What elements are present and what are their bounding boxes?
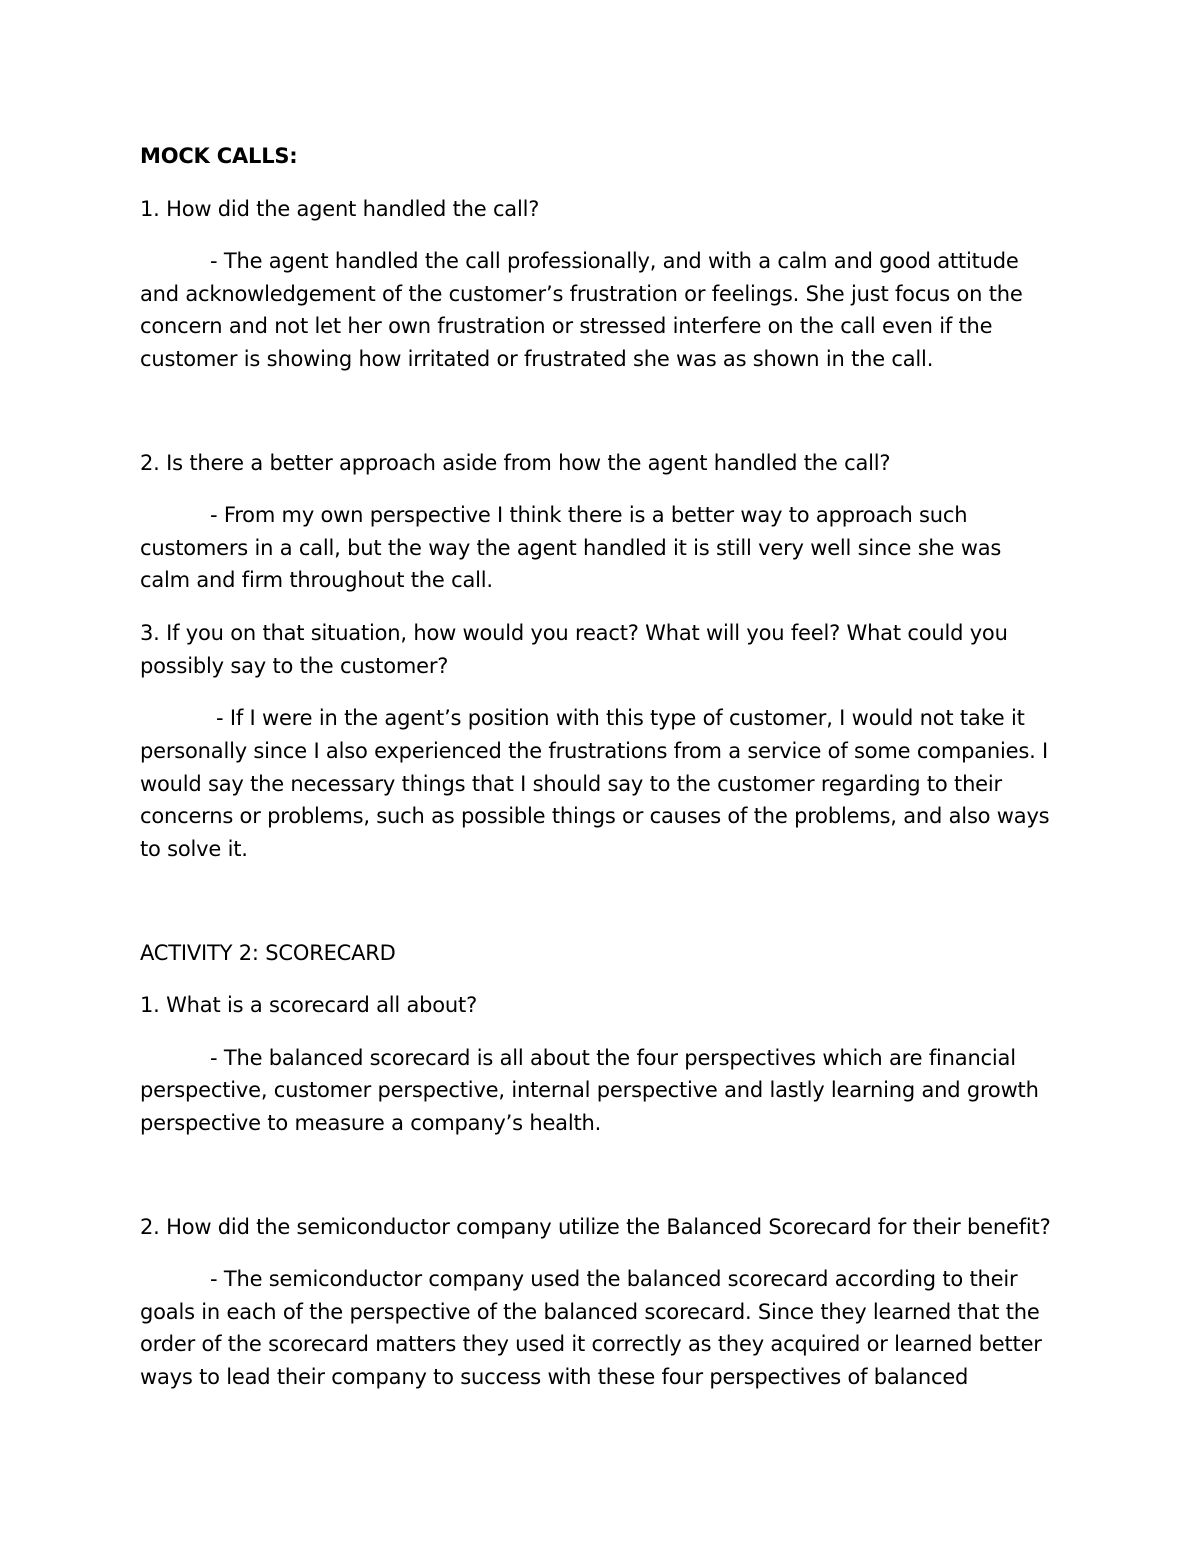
- answer-3-line-5: to solve it.: [140, 837, 248, 861]
- question-2: 2. Is there a better approach aside from how the agent handled the call?: [140, 451, 891, 475]
- activity-question-2: 2. How did the semiconductor company utilize the Balanced Scorecard for their benefit?: [140, 1215, 1051, 1239]
- heading-mock-calls: MOCK CALLS:: [140, 144, 298, 168]
- activity-answer-2-line-3: order of the scorecard matters they used it correctly as they acquired or learned better: [140, 1332, 1042, 1356]
- answer-3-line-2: personally since I also experienced the frustrations from a service of some companies. I: [140, 739, 1049, 763]
- activity-answer-2-line-1: - The semiconductor company used the balanced scorecard according to their: [210, 1267, 1018, 1291]
- activity-answer-1-line-1: - The balanced scorecard is all about the four perspectives which are financial: [210, 1046, 1016, 1070]
- heading-activity-2: ACTIVITY 2: SCORECARD: [140, 941, 396, 965]
- answer-1-line-1: - The agent handled the call professionally, and with a calm and good attitude: [210, 249, 1019, 273]
- answer-1-line-3: concern and not let her own frustration or stressed interfere on the call even if the: [140, 314, 993, 338]
- answer-1-line-4: customer is showing how irritated or frustrated she was as shown in the call.: [140, 347, 934, 371]
- answer-2-line-3: calm and firm throughout the call.: [140, 568, 493, 592]
- activity-answer-1-line-2: perspective, customer perspective, internal perspective and lastly learning and growth: [140, 1078, 1039, 1102]
- answer-2-line-1: - From my own perspective I think there is a better way to approach such: [210, 503, 968, 527]
- answer-3-line-3: would say the necessary things that I should say to the customer regarding to their: [140, 772, 1002, 796]
- activity-question-1: 1. What is a scorecard all about?: [140, 993, 478, 1017]
- activity-answer-1-line-3: perspective to measure a company’s health.: [140, 1111, 602, 1135]
- activity-answer-2-line-4: ways to lead their company to success with these four perspectives of balanced: [140, 1365, 969, 1389]
- answer-3-line-4: concerns or problems, such as possible things or causes of the problems, and also ways: [140, 804, 1050, 828]
- answer-2-line-2: customers in a call, but the way the agent handled it is still very well since she was: [140, 536, 1002, 560]
- answer-1-line-2: and acknowledgement of the customer’s frustration or feelings. She just focus on the: [140, 282, 1023, 306]
- question-3-line-2: possibly say to the customer?: [140, 654, 449, 678]
- activity-answer-2-line-2: goals in each of the perspective of the balanced scorecard. Since they learned that the: [140, 1300, 1040, 1324]
- question-1: 1. How did the agent handled the call?: [140, 197, 540, 221]
- answer-3-line-1: - If I were in the agent’s position with this type of customer, I would not take it: [216, 706, 1025, 730]
- question-3-line-1: 3. If you on that situation, how would you react? What will you feel? What could you: [140, 621, 1008, 645]
